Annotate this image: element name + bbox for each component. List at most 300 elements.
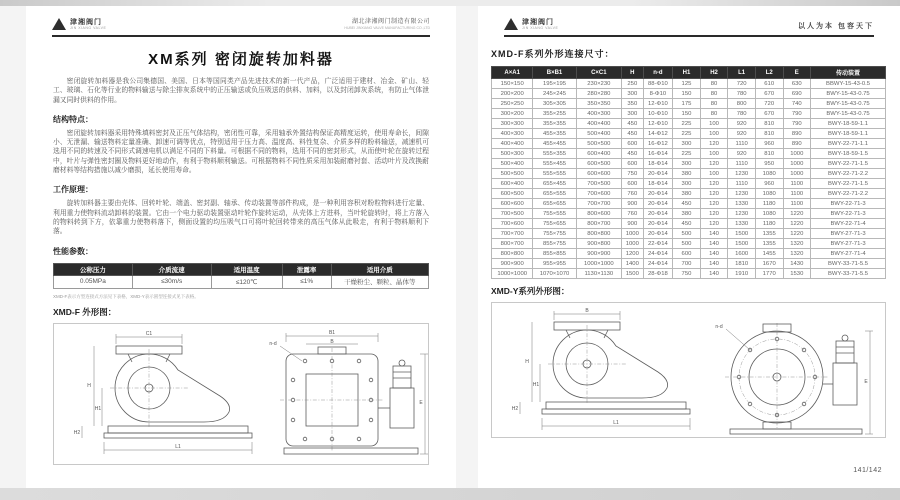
dimension-table-row — [492, 129, 886, 139]
brand-logo — [52, 18, 106, 30]
dimension-cell: 1180 — [755, 199, 783, 209]
dimension-cell: 300×200 — [492, 109, 533, 119]
dimension-cell: 1070×1070 — [533, 269, 576, 279]
dimension-cell: 1220 — [783, 219, 811, 229]
table-cell: 公称压力 — [54, 263, 133, 275]
dimension-cell: 80 — [700, 99, 728, 109]
dimension-cell: 355×355 — [533, 119, 576, 129]
dimension-cell: 18-Φ14 — [643, 159, 673, 169]
dimension-cell: 500×400 — [492, 159, 533, 169]
dimension-cell: 18-Φ14 — [643, 179, 673, 189]
dimension-cell: 24-Φ14 — [643, 249, 673, 259]
dimension-cell: 20-Φ14 — [643, 199, 673, 209]
dimension-cell: 500 — [673, 229, 701, 239]
dim-label-h1: H1 — [532, 382, 540, 388]
dim-label-nd: n-d — [269, 340, 277, 347]
company-name-en: HUBEI JINXIANG VALVE MANUFACTURING CO.,LTD — [344, 25, 430, 30]
dimension-cell: 16-Φ14 — [643, 149, 673, 159]
dimension-cell: 1330 — [728, 199, 756, 209]
header-rule — [504, 35, 874, 37]
principle-paragraph: 旋转加料器主要由壳体、回转叶轮、端盖、密封副、轴承、传动装置等部件构成，是一种利用容积对粉粒物料进行定量、利用重力使物料流动卸料的装置。它由一个电力驱动装置驱动叶轮作旋转运动，从壳体上方进料，当叶轮旋转时，将上方落入的物料转到下方，依靠重力使物料落下，侧面设置的均压吸气口可将叶轮回转带来的高压气体从此吸走，有利于物料顺利下落。 — [53, 200, 429, 236]
dimension-cell: 500 — [673, 239, 701, 249]
dimension-cell: 1200 — [621, 249, 643, 259]
dimension-cell: 920 — [728, 119, 756, 129]
dimension-cell: 250 — [621, 79, 643, 89]
dimension-cell: 450 — [621, 119, 643, 129]
dimension-cell: 800×600 — [576, 209, 621, 219]
dimension-cell: 150 — [673, 89, 701, 99]
dimension-cell: 600×500 — [576, 159, 621, 169]
dimension-cell: 610 — [755, 79, 783, 89]
dimension-cell: 150 — [673, 109, 701, 119]
dimension-cell: 960 — [755, 179, 783, 189]
dimension-header-row — [492, 67, 886, 79]
dimension-cell: 140 — [700, 229, 728, 239]
dimension-cell: 600 — [673, 249, 701, 259]
dimension-cell: 855×855 — [533, 249, 576, 259]
dimension-cell: 450 — [621, 129, 643, 139]
dimension-cell: BWY-27-71-3 — [811, 229, 886, 239]
dimension-cell: 1110 — [728, 179, 756, 189]
dimension-table-row — [492, 89, 886, 99]
dimension-table-row — [492, 119, 886, 129]
dimension-cell: 1220 — [783, 229, 811, 239]
dimension-cell: 120 — [700, 159, 728, 169]
dimension-cell: 800×800 — [576, 229, 621, 239]
dimension-cell: 100 — [700, 149, 728, 159]
drawing-heading-xmdy: XMD-Y系列外形图： — [491, 286, 570, 296]
dimension-table-row — [492, 209, 886, 219]
dimension-cell: 1110 — [728, 139, 756, 149]
dimension-cell: 1220 — [783, 209, 811, 219]
dimension-cell: 890 — [783, 129, 811, 139]
dimension-cell: 450 — [621, 149, 643, 159]
dimension-cell: 1000×1000 — [492, 269, 533, 279]
page-right-header — [478, 6, 900, 33]
dimension-cell: 500×300 — [492, 149, 533, 159]
dimension-cell: 200×200 — [492, 89, 533, 99]
dimension-cell: 100 — [700, 169, 728, 179]
dimension-cell: 1330 — [728, 219, 756, 229]
page-left — [26, 6, 456, 488]
dim-label-h1: H1 — [94, 405, 102, 412]
dimension-cell: 225 — [673, 149, 701, 159]
dimension-cell: 20-Φ14 — [643, 189, 673, 199]
dimension-cell: 690 — [783, 89, 811, 99]
dimension-cell: 455×455 — [533, 139, 576, 149]
dimension-cell: BWY-15-43-0.75 — [811, 109, 886, 119]
dimension-cell: 300 — [621, 109, 643, 119]
dimension-cell: 600×400 — [576, 149, 621, 159]
dimension-cell: 600×600 — [576, 169, 621, 179]
performance-header-row — [54, 263, 429, 275]
table-cell: H2 — [700, 67, 728, 79]
dimension-cell: 355×255 — [533, 109, 576, 119]
dimension-cell: 755×655 — [533, 219, 576, 229]
table-cell: H1 — [673, 67, 701, 79]
performance-table — [53, 263, 429, 289]
dimension-cell: 1100 — [783, 189, 811, 199]
dim-label-c1: C1 — [145, 330, 153, 337]
dimension-cell: 125 — [673, 79, 701, 89]
dimension-cell: 960 — [755, 139, 783, 149]
dimension-cell: 1130×1130 — [576, 269, 621, 279]
dimension-cell: 120 — [700, 189, 728, 199]
dimension-cell: 1000 — [621, 229, 643, 239]
table-cell: B×B1 — [533, 67, 576, 79]
dimension-table-row — [492, 169, 886, 179]
dimension-cell: 1230 — [728, 189, 756, 199]
dimension-cell: 955×955 — [533, 259, 576, 269]
dimension-table-title: XMD-F系列外形连接尺寸： — [491, 49, 615, 59]
dimension-cell: 400×300 — [492, 129, 533, 139]
dimension-cell: 1355 — [755, 239, 783, 249]
dimension-cell: 350 — [621, 99, 643, 109]
dimension-cell: 400×400 — [576, 119, 621, 129]
dimension-cell: 10-Φ10 — [643, 109, 673, 119]
dimension-cell: 500×400 — [576, 129, 621, 139]
dimension-table-row — [492, 139, 886, 149]
dimension-cell: 655×555 — [533, 189, 576, 199]
dimension-cell: 900×900 — [492, 259, 533, 269]
dimension-cell: BWY-18-59-1.1 — [811, 129, 886, 139]
dimension-table-row — [492, 249, 886, 259]
dimension-cell: 28-Φ18 — [643, 269, 673, 279]
dimension-cell: 120 — [700, 209, 728, 219]
dimension-cell: 88-Φ10 — [643, 79, 673, 89]
dimension-cell: 1455 — [755, 249, 783, 259]
dimension-cell: 700×700 — [576, 199, 621, 209]
dimension-cell: BWY-33-71-5.5 — [811, 269, 886, 279]
page-number: 141/142 — [853, 467, 882, 474]
dimension-cell: 380 — [673, 189, 701, 199]
brand-triangle-icon — [52, 18, 66, 30]
dimension-cell: 300×300 — [492, 119, 533, 129]
dimension-cell: 24-Φ14 — [643, 259, 673, 269]
table-cell: L1 — [728, 67, 756, 79]
page-title: XM系列 密闭旋转加料器 — [148, 51, 334, 68]
dimension-cell: BBWY-15-43-0.5 — [811, 79, 886, 89]
dimension-cell: 300 — [673, 139, 701, 149]
section-heading-principle: 工作原理： — [53, 185, 93, 195]
dimension-cell: 20-Φ14 — [643, 209, 673, 219]
dimension-cell: 720 — [728, 79, 756, 89]
dimension-table-row — [492, 159, 886, 169]
dimension-cell: 450 — [673, 219, 701, 229]
dimension-cell: BWY-22-71-1.5 — [811, 179, 886, 189]
dimension-cell: 600 — [621, 139, 643, 149]
dimension-cell: 20-Φ14 — [643, 169, 673, 179]
dimension-cell: 700×600 — [492, 219, 533, 229]
dimension-cell: 740 — [783, 99, 811, 109]
dimension-cell: 1320 — [783, 249, 811, 259]
dimension-cell: 810 — [755, 149, 783, 159]
dimension-cell: 140 — [700, 269, 728, 279]
table-cell: 适用温度 — [211, 263, 282, 275]
dimension-cell: 12-Φ10 — [643, 119, 673, 129]
dimension-cell: 225 — [673, 129, 701, 139]
dimension-table-row — [492, 179, 886, 189]
dim-label-nd: n-d — [715, 324, 723, 330]
dimension-cell: 20-Φ14 — [643, 219, 673, 229]
dimension-cell: 800 — [728, 99, 756, 109]
dimension-cell: 790 — [783, 109, 811, 119]
dimension-cell: 195×195 — [533, 79, 576, 89]
dimension-cell: 720 — [755, 99, 783, 109]
xmdf-drawing-box — [53, 323, 429, 465]
dimension-table-row — [492, 269, 886, 279]
dimension-cell: 100 — [700, 129, 728, 139]
dim-label-b: B — [330, 338, 334, 345]
dim-label-h: H — [87, 382, 91, 389]
dimension-cell: 500×500 — [576, 139, 621, 149]
dimension-cell: 225 — [673, 119, 701, 129]
brand-name: 津湘阀门 — [522, 18, 554, 26]
dimension-cell: 245×245 — [533, 89, 576, 99]
dimension-cell: 950 — [755, 159, 783, 169]
dimension-cell: 150×150 — [492, 79, 533, 89]
dimension-table-row — [492, 239, 886, 249]
dimension-cell: 755×755 — [533, 229, 576, 239]
dimension-cell: 1770 — [755, 269, 783, 279]
dimension-cell: 700×500 — [576, 179, 621, 189]
dimension-cell: 700×500 — [492, 209, 533, 219]
dimension-cell: 1230 — [728, 169, 756, 179]
table-cell: 0.05MPa — [54, 275, 133, 288]
dimension-cell: 1080 — [755, 209, 783, 219]
scan-edge-bottom — [0, 488, 900, 500]
dimension-cell: 670 — [755, 89, 783, 99]
dimension-cell: 555×355 — [533, 149, 576, 159]
company-name: 湖北津湘阀门制造有限公司 — [351, 19, 430, 25]
dim-label-e: E — [419, 399, 423, 406]
dimension-cell: 250×250 — [492, 99, 533, 109]
header-rule — [52, 35, 430, 37]
dimension-cell: 700 — [673, 259, 701, 269]
dimension-cell: 755×555 — [533, 209, 576, 219]
dimension-cell: BWY-22-71-3 — [811, 209, 886, 219]
dimension-cell: 1080 — [755, 169, 783, 179]
dimension-cell: 1100 — [783, 179, 811, 189]
dimension-cell: 920 — [728, 129, 756, 139]
xmdy-drawing-box — [491, 302, 886, 438]
dimension-cell: 1000 — [783, 169, 811, 179]
dimension-cell: BWY-27-71-3 — [811, 239, 886, 249]
dimension-cell: 120 — [700, 219, 728, 229]
dimension-cell: 1000×1000 — [576, 259, 621, 269]
dimension-cell: 555×455 — [533, 159, 576, 169]
table-cell: 适用介质 — [331, 263, 429, 275]
dimension-cell: 80 — [700, 89, 728, 99]
dimension-table-row — [492, 109, 886, 119]
dimension-cell: 810 — [755, 129, 783, 139]
dimension-cell: 555×555 — [533, 169, 576, 179]
intro-paragraph: 密闭旋转加料器是我公司集德国、美国、日本等国同类产品先进技术的新一代产品，广泛适用于建材、冶金、矿山、轻工、玻璃、石化等行业的物料输送与除尘排灰系统中的正压输送或负压吸送的供料、加料，以及封闭卸灰系统，有防止气体泄漏又同时供料的作用。 — [53, 78, 429, 104]
dimension-cell: 1000 — [783, 159, 811, 169]
dimension-cell: 140 — [700, 239, 728, 249]
dimension-cell: 455×355 — [533, 129, 576, 139]
dimension-cell: 780 — [728, 109, 756, 119]
dim-label-b: B — [585, 308, 589, 314]
dimension-cell: 300 — [673, 159, 701, 169]
dim-label-b1: B1 — [328, 329, 336, 336]
dimension-cell: 140 — [700, 249, 728, 259]
dimension-cell: 300 — [673, 179, 701, 189]
dimension-table — [491, 66, 886, 279]
table-cell: 泄露率 — [282, 263, 331, 275]
dimension-cell: 80 — [700, 109, 728, 119]
table-cell: L2 — [755, 67, 783, 79]
dimension-cell: BWY-33-71-5.5 — [811, 259, 886, 269]
dimension-cell: 380 — [673, 169, 701, 179]
dimension-cell: 600×600 — [492, 199, 533, 209]
brand-triangle-icon — [504, 18, 518, 30]
dimension-cell: BWY-22-71-3 — [811, 199, 886, 209]
dimension-table-row — [492, 189, 886, 199]
dimension-cell: 8-Φ10 — [643, 89, 673, 99]
dimension-cell: 655×455 — [533, 179, 576, 189]
dimension-cell: 670 — [755, 109, 783, 119]
dimension-cell: 1000 — [621, 239, 643, 249]
dimension-cell: BWY-15-43-0.75 — [811, 89, 886, 99]
dimension-cell: 655×655 — [533, 199, 576, 209]
dimension-cell: 1230 — [728, 209, 756, 219]
drawing-heading-xmdf: XMD-F 外形图： — [53, 306, 117, 317]
dimension-cell: 900×900 — [576, 249, 621, 259]
dimension-cell: 790 — [783, 119, 811, 129]
dimension-cell: 800×700 — [492, 239, 533, 249]
company-slogan: 以人为本 包容天下 — [798, 23, 874, 30]
dimension-cell: 20-Φ14 — [643, 229, 673, 239]
dimension-cell: 600 — [621, 159, 643, 169]
dim-label-h2: H2 — [511, 406, 519, 412]
dimension-cell: 800×700 — [576, 219, 621, 229]
dimension-cell: 700×600 — [576, 189, 621, 199]
table-cell: ≤1% — [282, 275, 331, 288]
dimension-cell: 14-Φ12 — [643, 129, 673, 139]
dimension-table-row — [492, 259, 886, 269]
dimension-cell: 230×230 — [576, 79, 621, 89]
dimension-cell: 100 — [700, 119, 728, 129]
dimension-cell: 750 — [673, 269, 701, 279]
xmdf-outline-drawing — [54, 324, 428, 464]
brand-name: 津湘阀门 — [70, 18, 102, 26]
dimension-cell: BWY-18-59-1.1 — [811, 119, 886, 129]
dim-label-h: H — [525, 359, 529, 365]
dimension-cell: 900 — [621, 199, 643, 209]
dimension-cell: 920 — [728, 149, 756, 159]
dimension-cell: 1810 — [728, 259, 756, 269]
dimension-cell: 760 — [621, 189, 643, 199]
dimension-cell: 380 — [673, 209, 701, 219]
dimension-cell: 900×800 — [576, 239, 621, 249]
dimension-cell: 700×700 — [492, 229, 533, 239]
table-cell: 传动装置 — [811, 67, 886, 79]
table-cell: C×C1 — [576, 67, 621, 79]
brand-subtitle: JIN XIANG VALVE — [522, 25, 559, 30]
dimension-cell: 855×755 — [533, 239, 576, 249]
performance-value-row — [54, 275, 429, 288]
dimension-cell: 80 — [700, 79, 728, 89]
dimension-cell: 280×280 — [576, 89, 621, 99]
dim-label-l1: L1 — [175, 443, 181, 450]
dimension-cell: 120 — [700, 139, 728, 149]
dimension-cell: 400×400 — [492, 139, 533, 149]
dimension-cell: 1400 — [621, 259, 643, 269]
dimension-cell: 1000 — [783, 149, 811, 159]
dimension-cell: 1080 — [755, 189, 783, 199]
dimension-cell: 900 — [621, 219, 643, 229]
brand-logo — [504, 18, 558, 30]
dimension-table-row — [492, 219, 886, 229]
dimension-cell: 1430 — [783, 259, 811, 269]
dimension-cell: 1600 — [728, 249, 756, 259]
brand-subtitle: JIN XIANG VALVE — [70, 25, 107, 30]
table-cell: ≤120℃ — [211, 275, 282, 288]
table-cell: ≤30m/s — [132, 275, 211, 288]
section-heading-structure: 结构特点： — [53, 114, 93, 124]
dimension-cell: BWY-27-71-4 — [811, 249, 886, 259]
dimension-cell: 1910 — [728, 269, 756, 279]
dimension-cell: 350×350 — [576, 99, 621, 109]
dimension-cell: 1500 — [728, 229, 756, 239]
dimension-cell: 600×400 — [492, 179, 533, 189]
dimension-cell: 22-Φ14 — [643, 239, 673, 249]
dimension-cell: 120 — [700, 199, 728, 209]
dimension-cell: 120 — [700, 179, 728, 189]
dimension-cell: BWY-15-43-0.75 — [811, 99, 886, 109]
dimension-cell: 1530 — [783, 269, 811, 279]
dimension-cell: 1110 — [728, 159, 756, 169]
dimension-cell: 600 — [621, 179, 643, 189]
dimension-table-row — [492, 199, 886, 209]
table-cell: E — [783, 67, 811, 79]
dimension-cell: 1320 — [783, 239, 811, 249]
dimension-cell: BWY-22-71-1.1 — [811, 139, 886, 149]
dimension-cell: 890 — [783, 139, 811, 149]
dimension-cell: 800×800 — [492, 249, 533, 259]
dimension-cell: 12-Φ10 — [643, 99, 673, 109]
dimension-cell: 630 — [783, 79, 811, 89]
dimension-cell: 1500 — [728, 239, 756, 249]
dimension-cell: 1670 — [755, 259, 783, 269]
dimension-cell: BWY-22-71-4 — [811, 219, 886, 229]
table-cell: 干燥粉尘、颗粒、晶体等 — [331, 275, 429, 288]
structure-paragraph: 密闭旋转加料器采用特殊填料密封及正压气体结构，密闭性可靠，采用轴承外置结构保证高精度运转，使用寿命长，间隙小、无泄漏、输送物料定量准确、卸速可调等优点，特别适用于压力高、温度高、料性复杂、介质多样的粉料输送，减速机可选用不同的转速及不同形式调速电机以满足不同的下料量。可根据不同的物料，选用不同的密封形式，从而使叶轮在旋转过程中，叶片与弹性密封圈及物料更好地动作，有利于物料顺利输送。可根据物料不同性质采用加装耐磨衬套、活动叶片及改换耐磨材料等结构措施以减少磨损，延长使用寿命。 — [53, 129, 429, 175]
table-cell: A×A1 — [492, 67, 533, 79]
dimension-cell: 450 — [673, 199, 701, 209]
dimension-cell: 1100 — [783, 199, 811, 209]
table-cell: 介质流速 — [132, 263, 211, 275]
dimension-cell: 500×500 — [492, 169, 533, 179]
dimension-table-row — [492, 99, 886, 109]
dim-label-l1: L1 — [613, 420, 619, 426]
dimension-cell: 600×500 — [492, 189, 533, 199]
dimension-cell: BWY-22-71-2.2 — [811, 169, 886, 179]
table-note: XMD-F表示方型连接式方法见下表格，XMD-Y表示圆型连接式见下表格。 — [53, 293, 199, 299]
dimension-cell: 1355 — [755, 229, 783, 239]
dimension-cell: 760 — [621, 209, 643, 219]
dimension-cell: 1500 — [621, 269, 643, 279]
dimension-cell: 175 — [673, 99, 701, 109]
dimension-cell: 300 — [621, 89, 643, 99]
dimension-cell: 16-Φ12 — [643, 139, 673, 149]
dimension-cell: 400×300 — [576, 109, 621, 119]
dimension-cell: 140 — [700, 259, 728, 269]
dimension-table-row — [492, 229, 886, 239]
page-left-header — [26, 6, 456, 33]
dimension-cell: BWY-22-71-2.2 — [811, 189, 886, 199]
